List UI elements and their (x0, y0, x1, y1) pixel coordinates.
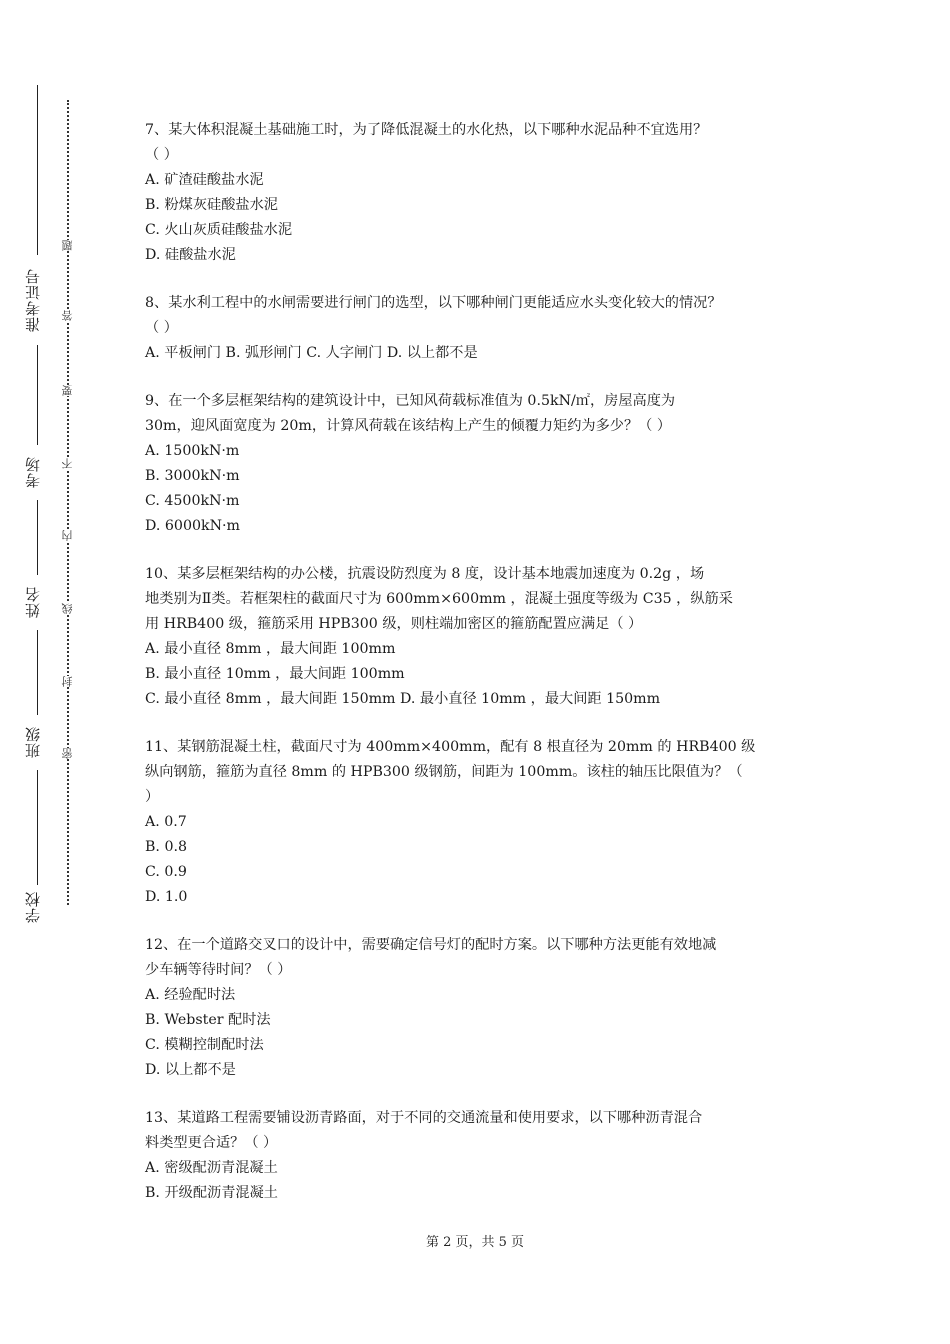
seal-char: 要 (61, 385, 74, 396)
option: A. 矿渣硅酸盐水泥 (145, 172, 264, 188)
option: B. 3000kN·m (145, 468, 240, 484)
question-12 (145, 933, 825, 1083)
seal-char: 内 (61, 530, 74, 541)
page-footer: 第 2 页，共 5 页 (425, 1235, 525, 1250)
question-10 (145, 562, 825, 712)
question-stem: （ ） (145, 320, 178, 336)
option: C. 最小直径 8mm ，最大间距 150mm D. 最小直径 10mm ，最大间距 150mm (145, 691, 661, 707)
question-9 (145, 389, 825, 539)
option: A. 1500kN·m (145, 443, 240, 459)
question-13 (145, 1106, 825, 1206)
question-7 (145, 118, 825, 268)
option: D. 6000kN·m (145, 518, 240, 534)
option: A. 密级配沥青混凝土 (145, 1160, 278, 1176)
question-stem: 地类别为Ⅱ类。若框架柱的截面尺寸为 600mm×600mm ，混凝土强度等级为 C35 ，纵筋采 (145, 591, 733, 607)
option: B. Webster 配时法 (145, 1012, 271, 1028)
question-stem: 料类型更合适？（ ） (145, 1135, 278, 1151)
question-list (145, 118, 825, 1229)
question-stem: 用 HRB400 级，箍筋采用 HPB300 级，则柱端加密区的箍筋配置应满足（ ） (145, 616, 643, 632)
question-stem: 7、某大体积混凝土基础施工时，为了降低混凝土的水化热，以下哪种水泥品种不宜选用？ (145, 122, 708, 138)
binding-line (37, 500, 38, 575)
question-stem: 11、某钢筋混凝土柱，截面尺寸为 400mm×400mm，配有 8 根直径为 20mm 的 HRB400 级 (145, 739, 756, 755)
binding-line (37, 630, 38, 715)
option: A. 经验配时法 (145, 987, 236, 1003)
question-stem: 9、在一个多层框架结构的建筑设计中，已知风荷载标准值为 0.5kN/㎡，房屋高度为 (145, 393, 676, 409)
binding-line (37, 770, 38, 885)
option: C. 0.9 (145, 864, 187, 880)
option: A. 0.7 (145, 814, 187, 830)
question-8 (145, 291, 825, 366)
seal-dotted-line (67, 100, 69, 905)
question-stem: （ ） (145, 147, 178, 163)
question-stem: 10、某多层框架结构的办公楼，抗震设防烈度为 8 度，设计基本地震加速度为 0.2g ，场 (145, 566, 705, 582)
binding-margin (0, 0, 80, 1344)
label-exam-room: 考场 (24, 456, 42, 489)
seal-char: 密 (61, 748, 74, 759)
question-stem: 12、在一个道路交叉口的设计中，需要确定信号灯的配时方案。以下哪种方法更能有效地减 (145, 937, 717, 953)
binding-line (37, 85, 38, 255)
label-name: 姓名 (24, 586, 42, 619)
question-stem: 少车辆等待时间？（ ） (145, 962, 292, 978)
option: B. 开级配沥青混凝土 (145, 1185, 278, 1201)
option: D. 硅酸盐水泥 (145, 247, 236, 263)
option: C. 火山灰质硅酸盐水泥 (145, 222, 293, 238)
option: B. 0.8 (145, 839, 188, 855)
option: A. 平板闸门 B. 弧形闸门 C. 人字闸门 D. 以上都不是 (145, 345, 478, 361)
question-stem: ） (145, 789, 160, 805)
option: C. 4500kN·m (145, 493, 240, 509)
question-stem: 30m，迎风面宽度为 20m，计算风荷载在该结构上产生的倾覆力矩约为多少？（ ） (145, 418, 672, 434)
label-school: 学校 (24, 891, 42, 924)
binding-line (37, 345, 38, 445)
seal-char: 封 (61, 676, 74, 687)
question-stem: 纵向钢筋，箍筋为直径 8mm 的 HPB300 级钢筋，间距为 100mm。该柱的轴压比限值为？（ (145, 764, 743, 780)
question-stem: 13、某道路工程需要铺设沥青路面，对于不同的交通流量和使用要求，以下哪种沥青混合 (145, 1110, 703, 1126)
label-exam-id: 准考证号 (24, 268, 42, 332)
option: D. 1.0 (145, 889, 188, 905)
question-11 (145, 735, 825, 910)
option: B. 最小直径 10mm ，最大间距 100mm (145, 666, 405, 682)
label-class: 班级 (24, 726, 42, 759)
option: D. 以上都不是 (145, 1062, 236, 1078)
option: B. 粉煤灰硅酸盐水泥 (145, 197, 278, 213)
seal-char: 线 (61, 603, 74, 614)
option: A. 最小直径 8mm ，最大间距 100mm (145, 641, 396, 657)
seal-char: 答 (61, 310, 74, 321)
seal-char: 不 (61, 458, 74, 469)
seal-char: 题 (61, 240, 74, 251)
question-stem: 8、某水利工程中的水闸需要进行闸门的选型，以下哪种闸门更能适应水头变化较大的情况？ (145, 295, 722, 311)
option: C. 模糊控制配时法 (145, 1037, 264, 1053)
